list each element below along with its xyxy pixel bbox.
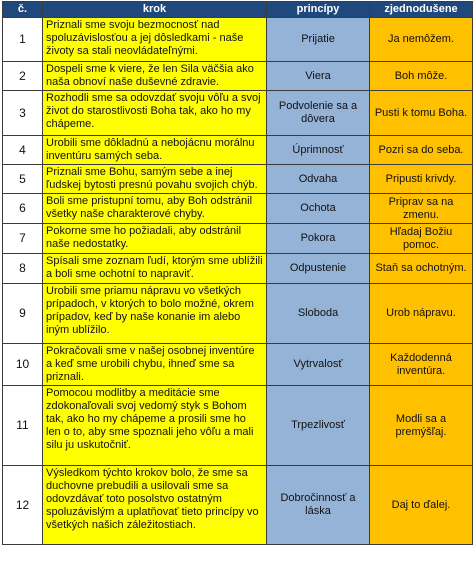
header-principy: princípy: [267, 2, 370, 18]
table-row: [3, 62, 473, 91]
step-text: Pomocou modlitby a meditácie sme zdokonaľovali svoj vedomý styk s Bohom tak, ako ho my chápeme a prosili sme ho len o to, aby sme spoznali jeho vôľu a mali silu ju uskutočniť.: [43, 386, 267, 466]
header-number: č.: [3, 2, 43, 18]
row-number: 9: [3, 284, 43, 344]
step-text: Spísali sme zoznam ľudí, ktorým sme ublížili a boli sme ochotní to napraviť.: [43, 254, 267, 284]
header-row: [3, 2, 473, 18]
principle: Ochota: [267, 194, 370, 224]
principle: Odvaha: [267, 165, 370, 194]
table-row: [3, 136, 473, 165]
simplified: Modli sa a premýšľaj.: [370, 386, 473, 466]
simplified: Urob nápravu.: [370, 284, 473, 344]
simplified: Pripusti krivdy.: [370, 165, 473, 194]
simplified: Ja nemôžem.: [370, 18, 473, 62]
principle: Vytrvalosť: [267, 344, 370, 386]
simplified: Priprav sa na zmenu.: [370, 194, 473, 224]
table-row: [3, 284, 473, 344]
table-row: [3, 254, 473, 284]
row-number: 12: [3, 466, 43, 545]
row-number: 8: [3, 254, 43, 284]
step-text: Pokorne sme ho požiadali, aby odstránil naše nedostatky.: [43, 224, 267, 254]
row-number: 5: [3, 165, 43, 194]
simplified: Každodenná inventúra.: [370, 344, 473, 386]
step-text: Priznali sme Bohu, samým sebe a inej ľudskej bytosti presnú povahu svojich chýb.: [43, 165, 267, 194]
table-row: [3, 165, 473, 194]
simplified: Daj to ďalej.: [370, 466, 473, 545]
principle: Prijatie: [267, 18, 370, 62]
header-krok: krok: [43, 2, 267, 18]
table-row: [3, 18, 473, 62]
step-text: Pokračovali sme v našej osobnej inventúre a keď sme urobili chybu, ihneď sme sa priznali.: [43, 344, 267, 386]
step-text: Urobili sme priamu nápravu vo všetkých prípadoch, v ktorých to bolo možné, okrem prípadov, keď by naše konanie im alebo iným ublížilo.: [43, 284, 267, 344]
row-number: 6: [3, 194, 43, 224]
principle: Trpezlivosť: [267, 386, 370, 466]
row-number: 2: [3, 62, 43, 91]
table-row: [3, 466, 473, 545]
table-row: [3, 344, 473, 386]
principle: Odpustenie: [267, 254, 370, 284]
step-text: Výsledkom týchto krokov bolo, že sme sa duchovne prebudili a usilovali sme sa odovzdávať toto posolstvo ostatným spoluzávislým a uplatňovať tieto princípy vo všetkých našich záležitostiach.: [43, 466, 267, 545]
row-number: 7: [3, 224, 43, 254]
principle: Pokora: [267, 224, 370, 254]
table-row: [3, 386, 473, 466]
simplified: Boh môže.: [370, 62, 473, 91]
table-row: [3, 91, 473, 136]
principle: Úprimnosť: [267, 136, 370, 165]
twelve-steps-table: [2, 1, 473, 545]
principle: Podvolenie sa a dôvera: [267, 91, 370, 136]
step-text: Priznali sme svoju bezmocnosť nad spoluzávislosťou a jej dôsledkami - naše životy sa stali neovládateľnými.: [43, 18, 267, 62]
principle: Viera: [267, 62, 370, 91]
step-text: Boli sme pristupní tomu, aby Boh odstránil všetky naše charakterové chyby.: [43, 194, 267, 224]
simplified: Staň sa ochotným.: [370, 254, 473, 284]
simplified: Pozri sa do seba.: [370, 136, 473, 165]
step-text: Urobili sme dôkladnú a nebojácnu morálnu inventúru samých seba.: [43, 136, 267, 165]
simplified: Pusti k tomu Boha.: [370, 91, 473, 136]
row-number: 11: [3, 386, 43, 466]
step-text: Rozhodli sme sa odovzdať svoju vôľu a svoj život do starostlivosti Boha tak, ako ho my chápeme.: [43, 91, 267, 136]
row-number: 3: [3, 91, 43, 136]
row-number: 1: [3, 18, 43, 62]
simplified: Hľadaj Božiu pomoc.: [370, 224, 473, 254]
row-number: 4: [3, 136, 43, 165]
principle: Dobročinnosť a láska: [267, 466, 370, 545]
step-text: Dospeli sme k viere, že len Sila väčšia ako naša obnoví naše duševné zdravie.: [43, 62, 267, 91]
row-number: 10: [3, 344, 43, 386]
table-row: [3, 224, 473, 254]
principle: Sloboda: [267, 284, 370, 344]
header-zjednodusene: zjednodušene: [370, 2, 473, 18]
table-row: [3, 194, 473, 224]
